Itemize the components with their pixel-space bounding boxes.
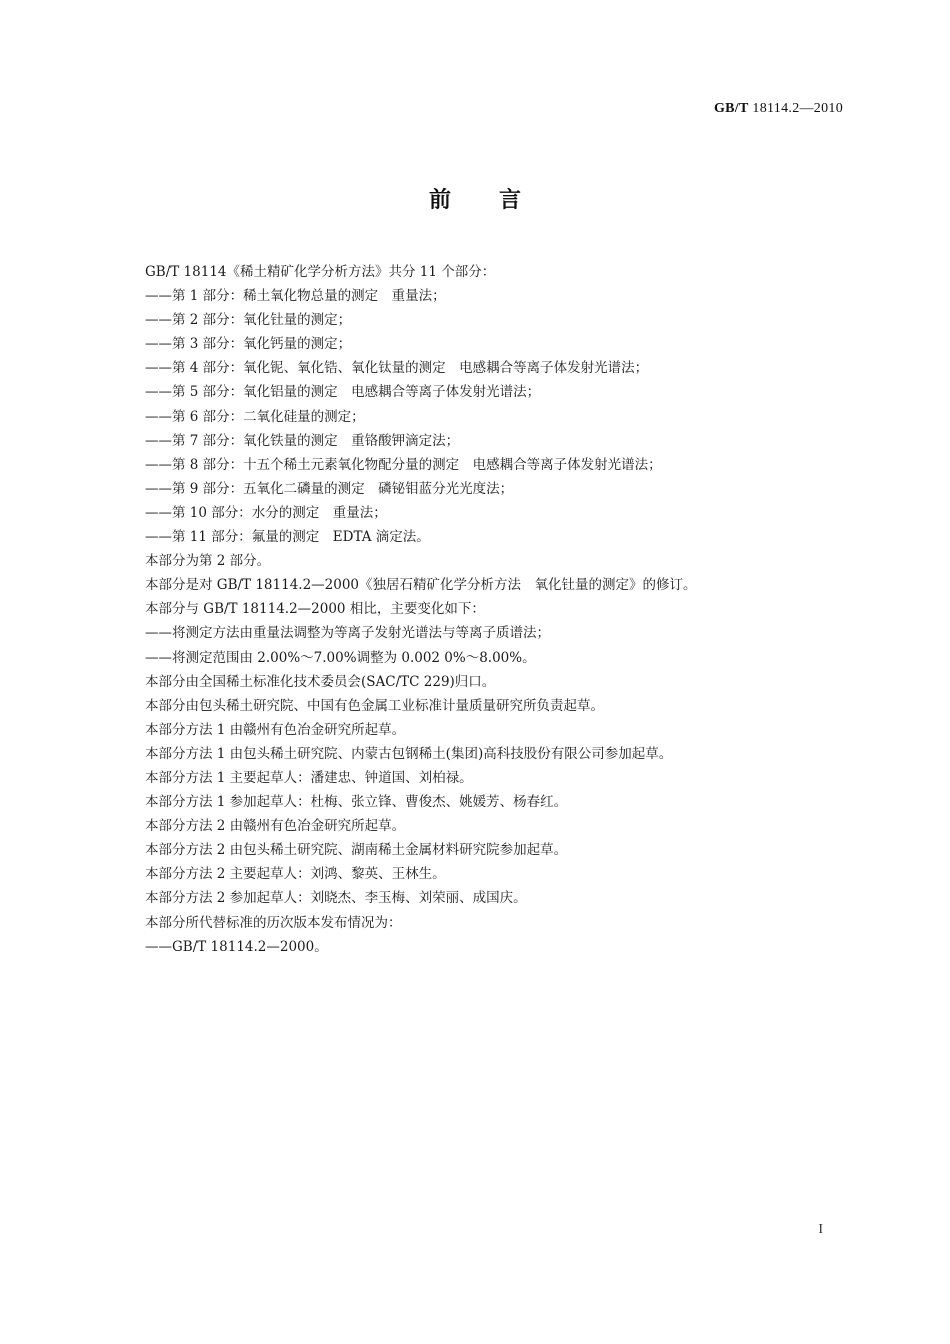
foreword-line: ——第 9 部分：五氧化二磷量的测定 磷铋钼蓝分光光度法； <box>145 480 514 497</box>
foreword-line: 本部分由包头稀土研究院、中国有色金属工业标准计量质量研究所负责起草。 <box>145 697 604 714</box>
standard-prefix: GB/T <box>713 101 749 116</box>
foreword-line: ——第 3 部分：氧化钙量的测定； <box>145 336 352 353</box>
foreword-line: 本部分方法 1 由包头稀土研究院、内蒙古包钢稀土(集团)高科技股份有限公司参加起草。 <box>145 745 673 762</box>
foreword-line: 本部分方法 2 由包头稀土研究院、湖南稀土金属材料研究院参加起草。 <box>145 842 568 859</box>
foreword-line: ——第 1 部分：稀土氧化物总量的测定 重量法； <box>145 288 446 305</box>
foreword-line: ——第 5 部分：氧化铝量的测定 电感耦合等离子体发射光谱法； <box>145 384 541 401</box>
foreword-line: ——第 4 部分：氧化铌、氧化锆、氧化钛量的测定 电感耦合等离子体发射光谱法； <box>145 360 649 377</box>
standard-code: 18114.2—2010 <box>748 101 843 116</box>
foreword-line: ——GB/T 18114.2—2000。 <box>145 938 328 955</box>
foreword-line: 本部分所代替标准的历次版本发布情况为： <box>145 914 402 931</box>
foreword-line: 本部分方法 1 参加起草人：杜梅、张立锋、曹俊杰、姚媛芳、杨春红。 <box>145 794 568 811</box>
foreword-line: ——第 10 部分：水分的测定 重量法； <box>145 504 387 521</box>
foreword-line: 本部分方法 2 参加起草人：刘晓杰、李玉梅、刘荣丽、成国庆。 <box>145 890 527 907</box>
foreword-line: 本部分为第 2 部分。 <box>145 553 271 570</box>
foreword-line: ——将测定范围由 2.00%～7.00%调整为 0.002 0%～8.00%。 <box>145 649 536 666</box>
foreword-line: 本部分与 GB/T 18114.2—2000 相比，主要变化如下： <box>145 601 485 618</box>
page-number: I <box>818 1222 823 1237</box>
foreword-line: ——第 7 部分：氧化铁量的测定 重铬酸钾滴定法； <box>145 432 460 449</box>
foreword-line: 本部分方法 2 主要起草人：刘鸿、黎英、王林生。 <box>145 866 446 883</box>
foreword-line: ——第 11 部分：氟量的测定 EDTA 滴定法。 <box>145 529 430 546</box>
foreword-line: 本部分方法 2 由赣州有色冶金研究所起草。 <box>145 818 406 835</box>
page-title: 前言 <box>428 188 569 213</box>
foreword-line: 本部分由全国稀土标准化技术委员会(SAC/TC 229)归口。 <box>145 673 496 690</box>
foreword-line: ——第 8 部分：十五个稀土元素氧化物配分量的测定 电感耦合等离子体发射光谱法； <box>145 456 662 473</box>
foreword-line: 本部分方法 1 由赣州有色冶金研究所起草。 <box>145 721 406 738</box>
standard-number <box>714 101 843 117</box>
foreword-line: ——第 2 部分：氧化钍量的测定； <box>145 312 352 329</box>
foreword-line: ——将测定方法由重量法调整为等离子发射光谱法与等离子质谱法； <box>145 625 550 642</box>
foreword-line: GB/T 18114《稀土精矿化学分析方法》共分 11 个部分： <box>145 264 496 280</box>
foreword-line: 本部分是对 GB/T 18114.2—2000《独居石精矿化学分析方法 氧化钍量的测定》的修订。 <box>145 577 697 594</box>
foreword-line: 本部分方法 1 主要起草人：潘建忠、钟道国、刘柏禄。 <box>145 769 473 786</box>
foreword-body <box>145 260 845 959</box>
foreword-line: ——第 6 部分：二氧化硅量的测定； <box>145 408 365 425</box>
